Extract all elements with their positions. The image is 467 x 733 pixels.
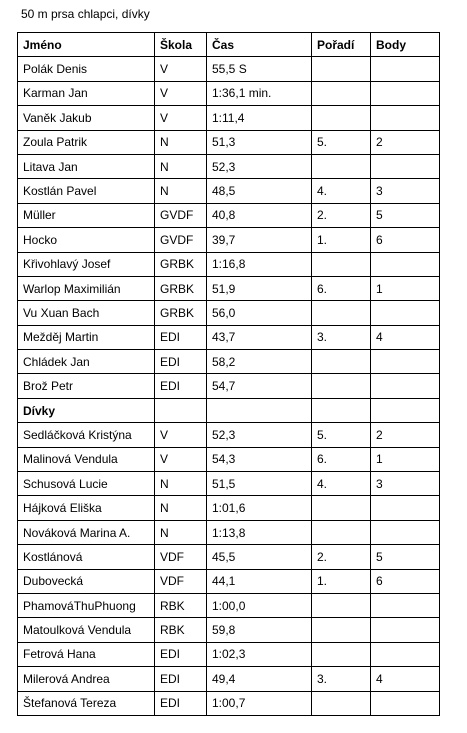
cell-rank: 4. xyxy=(312,472,371,496)
results-table xyxy=(17,32,440,716)
cell-points xyxy=(371,106,440,130)
cell-points xyxy=(371,618,440,642)
cell-school: N xyxy=(155,130,207,154)
empty-cell xyxy=(207,398,312,422)
cell-rank: 5. xyxy=(312,423,371,447)
cell-time: 58,2 xyxy=(207,350,312,374)
cell-name: Karman Jan xyxy=(18,81,155,105)
table-row xyxy=(18,154,440,178)
cell-name: Brož Petr xyxy=(18,374,155,398)
cell-name: Zoula Patrik xyxy=(18,130,155,154)
cell-rank xyxy=(312,350,371,374)
table-row xyxy=(18,301,440,325)
table-row xyxy=(18,228,440,252)
cell-time: 45,5 xyxy=(207,545,312,569)
column-header-time: Čas xyxy=(207,33,312,57)
cell-name: Schusová Lucie xyxy=(18,472,155,496)
cell-school: V xyxy=(155,106,207,130)
cell-points: 1 xyxy=(371,276,440,300)
cell-name: Kostlán Pavel xyxy=(18,179,155,203)
table-row xyxy=(18,179,440,203)
cell-name: Sedláčková Kristýna xyxy=(18,423,155,447)
cell-points xyxy=(371,496,440,520)
empty-cell xyxy=(312,398,371,422)
cell-points xyxy=(371,520,440,544)
section-row xyxy=(18,398,440,422)
table-row xyxy=(18,252,440,276)
cell-name: Matoulková Vendula xyxy=(18,618,155,642)
cell-rank xyxy=(312,496,371,520)
cell-points xyxy=(371,252,440,276)
cell-rank: 4. xyxy=(312,179,371,203)
cell-school: EDI xyxy=(155,325,207,349)
table-row xyxy=(18,81,440,105)
cell-time: 52,3 xyxy=(207,423,312,447)
cell-points xyxy=(371,593,440,617)
table-row xyxy=(18,203,440,227)
table-row xyxy=(18,618,440,642)
table-row xyxy=(18,350,440,374)
cell-rank xyxy=(312,618,371,642)
cell-rank xyxy=(312,301,371,325)
cell-name: Dubovecká xyxy=(18,569,155,593)
cell-school: GRBK xyxy=(155,252,207,276)
cell-school: V xyxy=(155,81,207,105)
cell-time: 56,0 xyxy=(207,301,312,325)
cell-points: 3 xyxy=(371,179,440,203)
cell-school: N xyxy=(155,154,207,178)
cell-points: 4 xyxy=(371,667,440,691)
table-caption: 50 m prsa chlapci, dívky xyxy=(21,7,150,21)
column-header-school: Škola xyxy=(155,33,207,57)
cell-name: Hájková Eliška xyxy=(18,496,155,520)
cell-rank: 1. xyxy=(312,228,371,252)
table-row xyxy=(18,374,440,398)
cell-name: Müller xyxy=(18,203,155,227)
cell-school: V xyxy=(155,447,207,471)
cell-points: 1 xyxy=(371,447,440,471)
cell-school: GVDF xyxy=(155,203,207,227)
cell-name: Litava Jan xyxy=(18,154,155,178)
cell-rank xyxy=(312,106,371,130)
cell-time: 1:16,8 xyxy=(207,252,312,276)
column-header-points: Body xyxy=(371,33,440,57)
cell-time: 49,4 xyxy=(207,667,312,691)
cell-time: 54,3 xyxy=(207,447,312,471)
table-row xyxy=(18,325,440,349)
cell-time: 1:36,1 min. xyxy=(207,81,312,105)
cell-name: Nováková Marina A. xyxy=(18,520,155,544)
results-body xyxy=(18,57,440,716)
cell-name: Vu Xuan Bach xyxy=(18,301,155,325)
cell-school: EDI xyxy=(155,667,207,691)
cell-name: Fetrová Hana xyxy=(18,642,155,666)
cell-name: Hocko xyxy=(18,228,155,252)
cell-points: 6 xyxy=(371,569,440,593)
table-row xyxy=(18,593,440,617)
table-row xyxy=(18,642,440,666)
cell-time: 44,1 xyxy=(207,569,312,593)
cell-name: Polák Denis xyxy=(18,57,155,81)
cell-points: 4 xyxy=(371,325,440,349)
cell-time: 40,8 xyxy=(207,203,312,227)
cell-rank: 3. xyxy=(312,667,371,691)
cell-name: Milerová Andrea xyxy=(18,667,155,691)
cell-school: GRBK xyxy=(155,276,207,300)
cell-school: N xyxy=(155,179,207,203)
column-header-rank: Pořadí xyxy=(312,33,371,57)
empty-cell xyxy=(371,398,440,422)
cell-school: N xyxy=(155,520,207,544)
cell-time: 48,5 xyxy=(207,179,312,203)
cell-school: V xyxy=(155,423,207,447)
cell-school: V xyxy=(155,57,207,81)
cell-time: 51,9 xyxy=(207,276,312,300)
cell-school: EDI xyxy=(155,350,207,374)
cell-points: 5 xyxy=(371,545,440,569)
cell-name: Křivohlavý Josef xyxy=(18,252,155,276)
cell-time: 43,7 xyxy=(207,325,312,349)
cell-school: EDI xyxy=(155,374,207,398)
cell-points: 2 xyxy=(371,423,440,447)
cell-time: 39,7 xyxy=(207,228,312,252)
cell-time: 1:00,0 xyxy=(207,593,312,617)
empty-cell xyxy=(155,398,207,422)
table-row xyxy=(18,57,440,81)
cell-points: 2 xyxy=(371,130,440,154)
cell-school: VDF xyxy=(155,545,207,569)
cell-time: 55,5 S xyxy=(207,57,312,81)
cell-name: Warlop Maximilián xyxy=(18,276,155,300)
cell-time: 54,7 xyxy=(207,374,312,398)
cell-points xyxy=(371,691,440,715)
cell-school: RBK xyxy=(155,618,207,642)
table-row xyxy=(18,691,440,715)
cell-rank: 2. xyxy=(312,203,371,227)
cell-school: RBK xyxy=(155,593,207,617)
cell-time: 1:13,8 xyxy=(207,520,312,544)
cell-school: VDF xyxy=(155,569,207,593)
table-row xyxy=(18,106,440,130)
section-label: Dívky xyxy=(18,398,155,422)
table-row xyxy=(18,472,440,496)
header-row xyxy=(18,33,440,57)
cell-school: GVDF xyxy=(155,228,207,252)
cell-school: N xyxy=(155,472,207,496)
cell-rank xyxy=(312,642,371,666)
cell-rank xyxy=(312,374,371,398)
cell-time: 52,3 xyxy=(207,154,312,178)
cell-points: 5 xyxy=(371,203,440,227)
cell-rank: 2. xyxy=(312,545,371,569)
cell-points xyxy=(371,301,440,325)
cell-name: Štefanová Tereza xyxy=(18,691,155,715)
cell-points xyxy=(371,81,440,105)
cell-name: PhamováThuPhuong xyxy=(18,593,155,617)
cell-rank xyxy=(312,57,371,81)
cell-rank: 6. xyxy=(312,447,371,471)
table-row xyxy=(18,423,440,447)
cell-time: 1:02,3 xyxy=(207,642,312,666)
cell-points xyxy=(371,642,440,666)
table-row xyxy=(18,545,440,569)
cell-time: 51,3 xyxy=(207,130,312,154)
cell-time: 1:01,6 xyxy=(207,496,312,520)
cell-rank: 5. xyxy=(312,130,371,154)
cell-rank: 1. xyxy=(312,569,371,593)
cell-school: N xyxy=(155,496,207,520)
table-row xyxy=(18,447,440,471)
cell-rank xyxy=(312,593,371,617)
cell-name: Malinová Vendula xyxy=(18,447,155,471)
cell-points xyxy=(371,350,440,374)
column-header-name: Jméno xyxy=(18,33,155,57)
cell-rank: 6. xyxy=(312,276,371,300)
cell-points xyxy=(371,154,440,178)
cell-rank xyxy=(312,81,371,105)
cell-points: 3 xyxy=(371,472,440,496)
cell-school: GRBK xyxy=(155,301,207,325)
cell-time: 1:00,7 xyxy=(207,691,312,715)
cell-name: Kostlánová xyxy=(18,545,155,569)
cell-name: Mežděj Martin xyxy=(18,325,155,349)
table-row xyxy=(18,276,440,300)
cell-time: 51,5 xyxy=(207,472,312,496)
cell-rank xyxy=(312,691,371,715)
cell-time: 1:11,4 xyxy=(207,106,312,130)
cell-rank: 3. xyxy=(312,325,371,349)
table-row xyxy=(18,496,440,520)
cell-school: EDI xyxy=(155,642,207,666)
cell-rank xyxy=(312,252,371,276)
table-row xyxy=(18,569,440,593)
cell-name: Chládek Jan xyxy=(18,350,155,374)
table-row xyxy=(18,130,440,154)
table-row xyxy=(18,520,440,544)
cell-name: Vaněk Jakub xyxy=(18,106,155,130)
cell-rank xyxy=(312,154,371,178)
cell-points xyxy=(371,374,440,398)
cell-points: 6 xyxy=(371,228,440,252)
cell-points xyxy=(371,57,440,81)
table-row xyxy=(18,667,440,691)
cell-school: EDI xyxy=(155,691,207,715)
cell-rank xyxy=(312,520,371,544)
cell-time: 59,8 xyxy=(207,618,312,642)
